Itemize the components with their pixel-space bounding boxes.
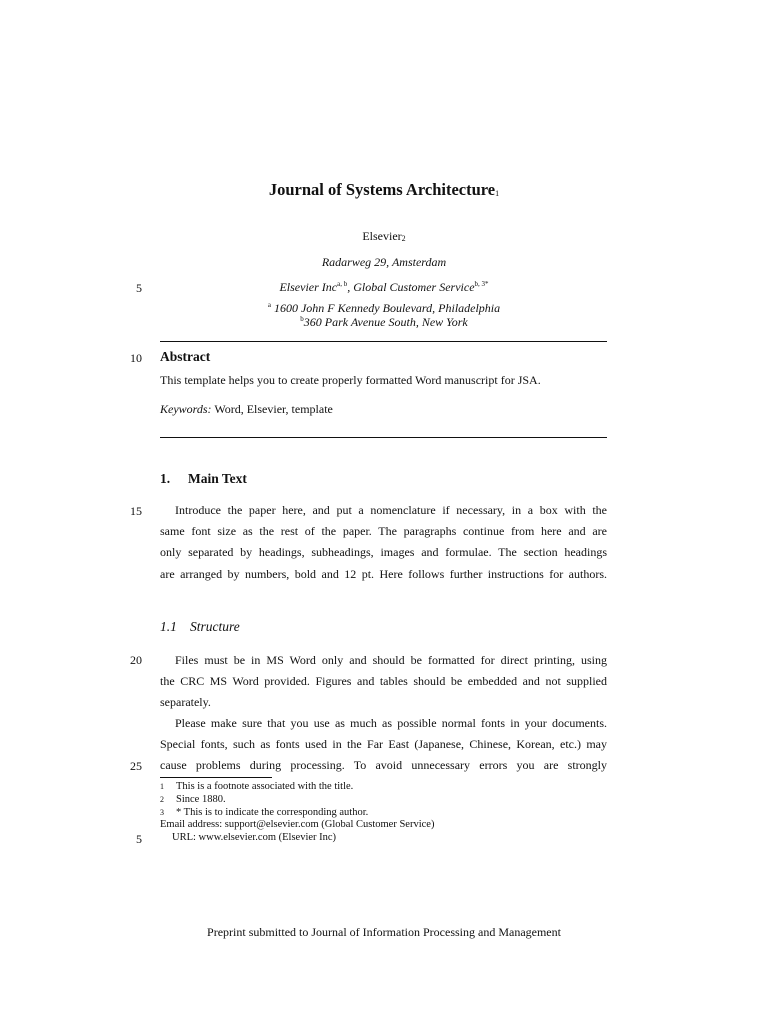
footnote-text: This is a footnote associated with the title. xyxy=(176,781,354,792)
paragraph-line: Special fonts, such as fonts used in the Far East (Japanese, Chinese, Korean, etc.) may xyxy=(160,737,607,752)
abstract-top-rule xyxy=(160,341,607,342)
subsection-title: Structure xyxy=(190,619,240,634)
affiliation-a-text: 1600 John F Kennedy Boulevard, Philadelphia xyxy=(273,301,501,315)
footnote-3 xyxy=(160,807,368,818)
affiliation-b-text: 360 Park Avenue South, New York xyxy=(303,315,468,329)
affiliation-a xyxy=(0,301,768,316)
author-name: Elsevier xyxy=(362,229,402,243)
affiliation-a-mark: a xyxy=(267,301,271,309)
affiliation-b xyxy=(0,315,768,330)
paragraph-line: separately. xyxy=(160,695,211,710)
paragraph-line: cause problems during processing. To avoid unnecessary errors you are strongly xyxy=(160,758,607,773)
line-number: 25 xyxy=(130,759,142,773)
paper-title-text: Journal of Systems Architecture xyxy=(268,180,496,199)
line-number: 10 xyxy=(130,351,142,365)
footnote-url: URL: www.elsevier.com (Elsevier Inc) xyxy=(172,832,337,843)
paragraph-line: Please make sure that you use as much as possible normal fonts in your documents. xyxy=(175,716,607,730)
footnote-rule xyxy=(160,777,272,778)
footnote-email: Email address: support@elsevier.com (Global Customer Service) xyxy=(160,819,435,830)
keywords-text: Word, Elsevier, template xyxy=(214,402,333,416)
paragraph-line: Introduce the paper here, and put a nomenclature if necessary, in a box with the xyxy=(175,503,607,517)
paper-title xyxy=(0,180,768,200)
paragraph-line: the CRC MS Word provided. Figures and tables should be embedded and not supplied xyxy=(160,674,607,689)
title-footnote-mark: 1 xyxy=(495,189,500,198)
address-2-service: , Global Customer Service xyxy=(347,280,475,294)
address-2 xyxy=(0,280,768,295)
address-2-sup-a: a, b xyxy=(337,280,348,288)
line-number: 5 xyxy=(136,281,142,295)
section-number: 1. xyxy=(160,471,171,486)
keywords-label: Keywords: xyxy=(160,402,212,416)
page-footer: Preprint submitted to Journal of Information Processing and Management xyxy=(207,925,561,939)
paragraph-line: same font size as the rest of the paper. The paragraphs continue from here and are xyxy=(160,524,607,539)
abstract-text: This template helps you to create properly formatted Word manuscript for JSA. xyxy=(160,373,541,387)
footnote-mark: 2 xyxy=(160,795,164,804)
paragraph-fonts xyxy=(160,713,607,777)
line-number: 20 xyxy=(130,653,142,667)
keywords xyxy=(160,402,333,417)
footnote-1 xyxy=(160,781,353,792)
footnote-text: * This is to indicate the corresponding author. xyxy=(176,807,369,818)
abstract-bottom-rule xyxy=(160,437,607,438)
paragraph-line: only separated by headings, subheadings, images and formulae. The section headings xyxy=(160,545,607,560)
footnote-2 xyxy=(160,794,226,805)
footnote-mark: 3 xyxy=(160,808,164,817)
abstract-heading: Abstract xyxy=(160,349,211,364)
paragraph-intro xyxy=(160,500,607,585)
section-heading xyxy=(160,471,247,487)
subsection-heading xyxy=(160,619,240,635)
footnote-mark: 1 xyxy=(160,782,164,791)
address-1: Radarweg 29, Amsterdam xyxy=(321,255,447,269)
subsection-number: 1.1 xyxy=(160,619,177,634)
line-number: 15 xyxy=(130,504,142,518)
affiliation-b-mark: b xyxy=(300,315,304,323)
address-2-inc: Elsevier Inc xyxy=(279,280,338,294)
footnote-text: Since 1880. xyxy=(176,794,226,805)
paragraph-line: Files must be in MS Word only and should be formatted for direct printing, using xyxy=(175,653,607,667)
section-title: Main Text xyxy=(188,471,247,486)
line-number: 5 xyxy=(136,832,142,846)
author-footnote-mark: 2 xyxy=(401,234,406,243)
paragraph-structure xyxy=(160,650,607,714)
address-2-sup-b: b, 3* xyxy=(474,280,489,288)
author-line xyxy=(0,229,768,244)
paragraph-line: are arranged by numbers, bold and 12 pt. Here follows further instructions for authors. xyxy=(160,566,607,581)
